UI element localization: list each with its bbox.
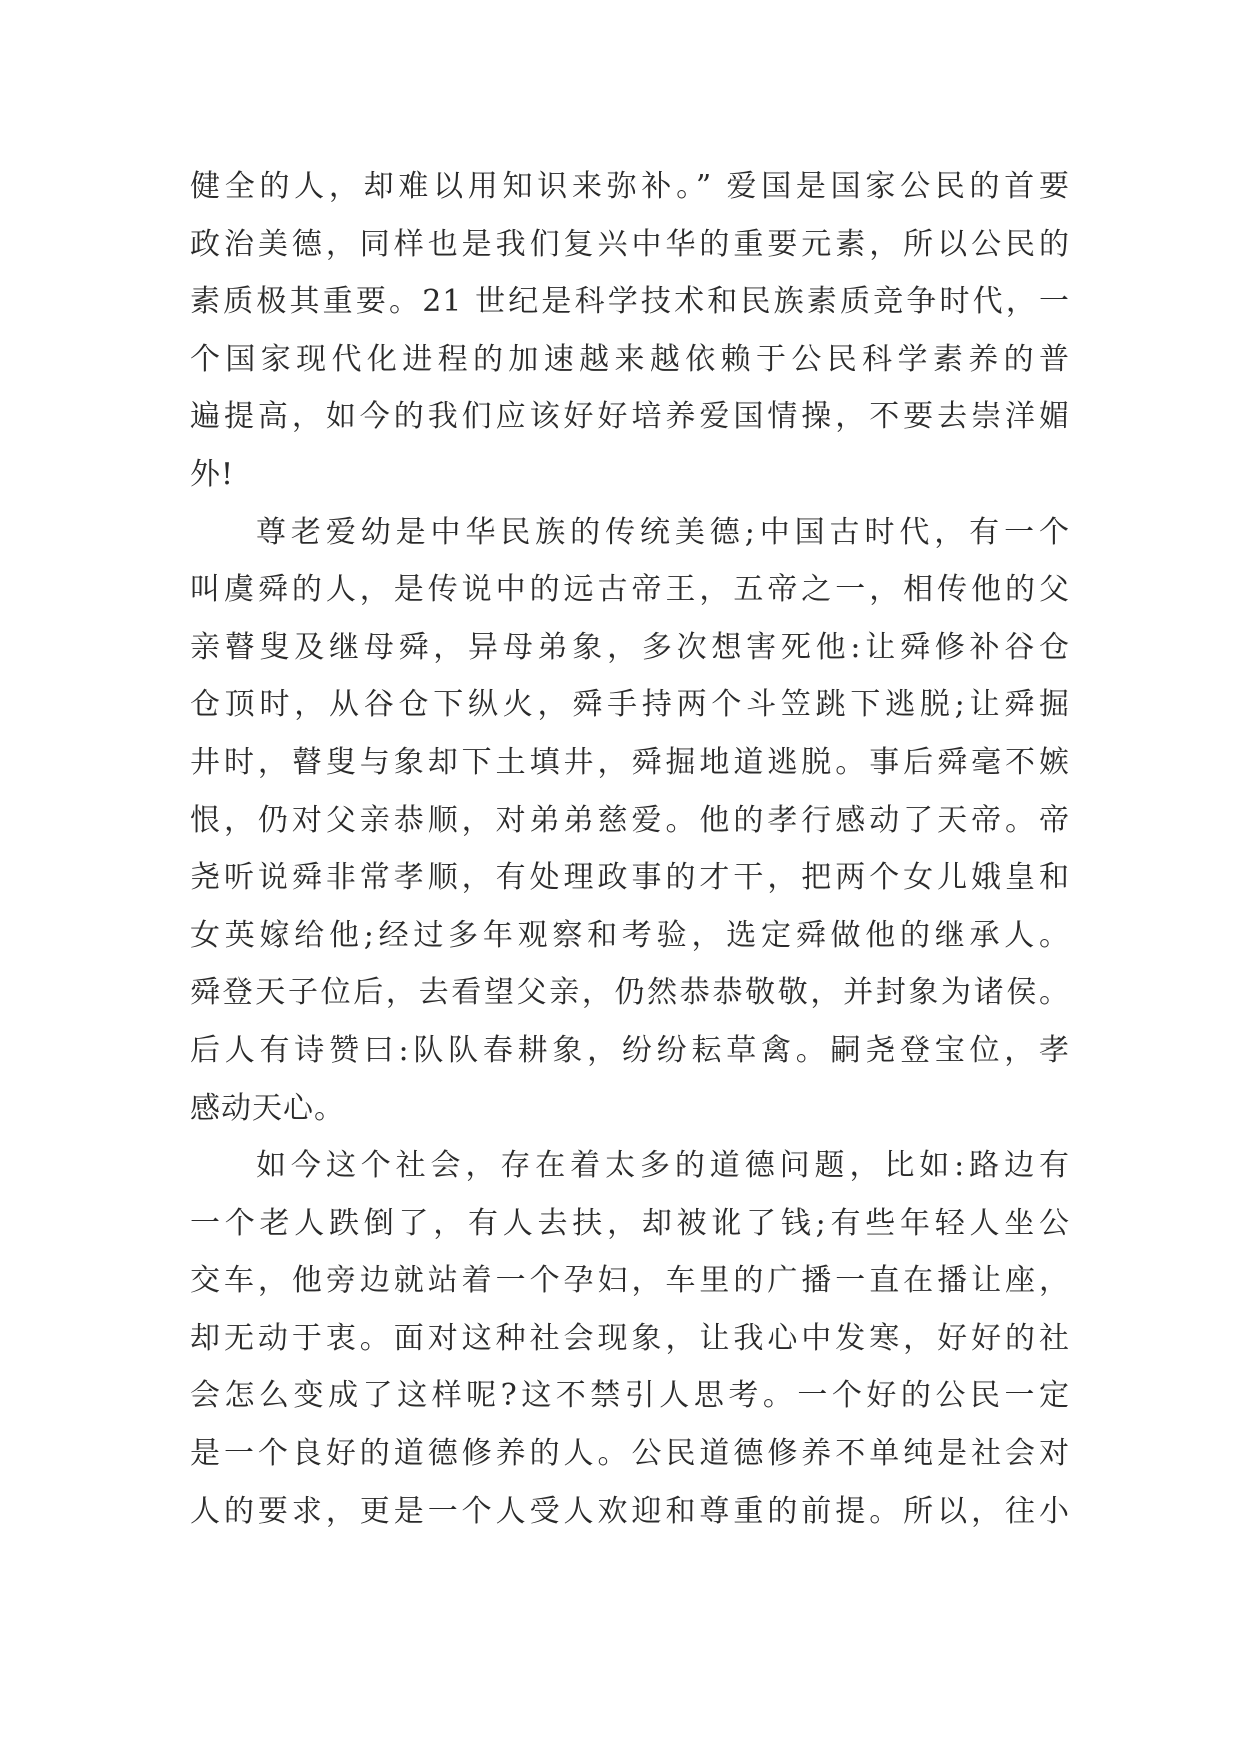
text-line: 却无动于衷。面对这种社会现象，让我心中发寒，好好的社 [190, 1320, 1070, 1356]
text-line: 政治美德，同样也是我们复兴中华的重要元素，所以公民的 [190, 226, 1070, 262]
text-line: 恨，仍对父亲恭顺，对弟弟慈爱。他的孝行感动了天帝。帝 [190, 802, 1070, 838]
text-line: 人的要求，更是一个人受人欢迎和尊重的前提。所以，往小 [190, 1493, 1070, 1529]
text-line: 外! [190, 456, 235, 492]
text-line: 尊老爱幼是中华民族的传统美德;中国古时代，有一个 [256, 514, 1070, 550]
text-line: 会怎么变成了这样呢?这不禁引人思考。一个好的公民一定 [190, 1378, 1070, 1414]
text-line: 遍提高，如今的我们应该好好培养爱国情操，不要去崇洋媚 [190, 399, 1070, 435]
text-line: 交车，他旁边就站着一个孕妇，车里的广播一直在播让座， [190, 1263, 1070, 1299]
text-line: 叫虞舜的人，是传说中的远古帝王，五帝之一，相传他的父 [190, 572, 1070, 608]
paragraph-social-morality [190, 1137, 1070, 1540]
text-line: 是一个良好的道德修养的人。公民道德修养不单纯是社会对 [190, 1436, 1070, 1472]
text-line: 尧听说舜非常孝顺，有处理政事的才干，把两个女儿娥皇和 [190, 860, 1070, 896]
paragraph-respect-elders [190, 504, 1070, 1138]
text-line: 健全的人，却难以用知识来弥补。” 爱国是国家公民的首要 [190, 169, 1070, 204]
text-line: 井时，瞽叟与象却下土填井，舜掘地道逃脱。事后舜毫不嫉 [190, 744, 1070, 780]
text-line: 素质极其重要。21 世纪是科学技术和民族素质竞争时代，一 [190, 284, 1070, 320]
document-body [190, 158, 1070, 1540]
text-line: 个国家现代化进程的加速越来越依赖于公民科学素养的普 [190, 341, 1070, 377]
text-line: 仓顶时，从谷仓下纵火，舜手持两个斗笠跳下逃脱;让舜掘 [190, 687, 1070, 723]
text-line: 女英嫁给他;经过多年观察和考验，选定舜做他的继承人。 [190, 917, 1070, 953]
text-line: 后人有诗赞曰:队队春耕象，纷纷耘草禽。嗣尧登宝位，孝 [190, 1032, 1070, 1068]
text-line: 舜登天子位后，去看望父亲，仍然恭恭敬敬，并封象为诸侯。 [190, 975, 1070, 1011]
text-line: 亲瞽叟及继母舜，异母弟象，多次想害死他:让舜修补谷仓 [190, 629, 1070, 665]
text-line: 一个老人跌倒了，有人去扶，却被讹了钱;有些年轻人坐公 [190, 1205, 1070, 1241]
text-line: 感动天心。 [190, 1090, 345, 1126]
text-line: 如今这个社会，存在着太多的道德问题，比如:路边有 [256, 1148, 1070, 1184]
paragraph-patriotism [190, 158, 1070, 504]
